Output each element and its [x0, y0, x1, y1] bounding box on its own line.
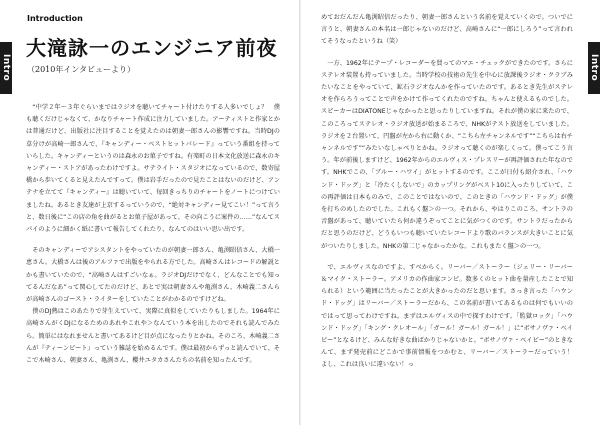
paragraph: めておだんだん亀渕昭信だったり、朝妻一郎さんという名前を覚えていくので。ついでに言うと、朝妻さんの本名は一郎じゃないのだけど、高崎さんに“一郎にしろう”って言われてそうなったというね（笑）	[321, 14, 573, 46]
chapter-tab: Intro	[0, 42, 12, 94]
left-body-text	[26, 102, 280, 418]
left-page	[0, 0, 299, 425]
page-subtitle: （2010年インタビューより）	[27, 65, 136, 74]
paragraph: 一方、1962年にテープ・レコーダーを買ってのマエ・チェックができたのです。さらにステレオ装置も持っていました。当時学校の技術の先生を中心に放課後ラジオ・クラブみたいなことをやっていて、鉱石ラジオなんかを作っていたのです。あるとき先生がステレオを作らろうってことで声をかけて作ってくれたのですね。ちゃんと使えるものでした。スピーカーはDIATONEじゃなかったと思ったりしていますね。それが僕の家に来たので、このころってステレオ・ラジオ放送が始まるころで、NHKがテスト放送をしていました。ラジオを２台置いて、円盤が左から右に動くか、“こちら左チャンネルです”“こちらは右チャンネルです”“みたいなしゃべりとかね。ラジオって聴くのが楽しくって。僕ってこう言う。年が前後しますけど、1962年からのエルヴィス・プレスリーが再評価された年なのです。NHKでこの、「ブルー・ハワイ」がヒットするのです。ここが日付も紹介され、「ハウンド・ドッグ」と「冷たくしないで」のカップリングがベスト10に入ったりしていて、この再評価は日本ものみで、このことではないので、このときの「ハウンド・ドッグ」が僕を打ちのめしたのでした。これもく盤＞の一つ。それから、やはりこのころ、サントラの音盤があって、聴いていたら何か違うぞってことに気がつくのです。サントラだったからだと思うのだけど、どうもいつも聴いていたレコードより歌のバランスが大きいことに気がついたりしました。NHKの第二じゃなかったかな。これもまたく盤＞の一つ。	[321, 59, 573, 250]
chapter-tab: Intro	[588, 42, 600, 94]
paragraph: そのキャンディーでアシスタントをやっていたのが朝妻一郎さん、亀渕昭信さん、大橋一恵さん。大橋さんは後のアルファで出版をやられる方でした。高崎さんはレコードの解説とかも書いていたので、“高崎さんはすごいなぁ。ラジオDJだけでなく、どんなことでも知ってるんだなあ”って関心してたのだけど、あとで実は朝妻さんや亀渕さん、木崎義二さんらが高崎さんのゴースト・ライターをしていたことがわかるのですけどね。	[26, 247, 280, 304]
paragraph: “中学２年〜３年ぐらいまではラジオを聴いてチャート付けたりする人多いでしょ？ 僕も聴くだけじゃなくて、かなりチャート作成に注力していました。アーティストと作家とかは普通だけど、出版社に注目することを覚えたのは朝妻一郎さんの影響ですね。当時DJの草分けが高崎一郎さんで、『キャンディー・ベストヒットパレード』っていう番組を持っていらした。キャンディーというのは森永のお菓子ですね。有楽町の日本文化放送に森永のキャンディー・ストアがあったわけですよ。サテライト・スタジオになっているので、数寄屋橋から歩いてくると見えたんですって。僕は岩手だったので見たことはないのだけど、アンテナを立てて『キャンディー』は聴いていて、毎回きっちりのチャートをノートにつけていましたね。あるとき友達が上京するっていうので、“絶対キャンディー見てこい！”って言うと、数日後に“この店の角を曲がるとお菓子屋があって、その向こうに案件の……”なんてスパイのように細かく紙に書いて報告してくれたり、なんてのはいい思い出です。	[26, 104, 280, 234]
right-page	[301, 0, 600, 425]
paragraph: で、エルヴィスなのですよ、すべからく。リーバー／ストーラー（ジェリー・リーバー＆マイク・ストーラー。アメリカの作曲家コンビ。数多くのヒット曲を量産したことで知られる）という範囲に当たったことが大きかったのだと思います。さっき言った「ハウンド・ドッグ」はリーバー／ストーラーだから、この名前が書いてあるものは何でもいいのではって思ってわけですね。まずはエルヴィスの中で探すわけです。「監獄ロック」「ハウンド・ドッグ」「キング・クレオール」「ガール！ガール！ガール！」に“ボサノヴァ・ベイビー”となるけど、みんな好きな曲ばかりじゃないかと。“ボサノヴァ・ベイビー”のときなんて、まず発売前にどこかで事前情報をつかむと、リーバー／ストーラーだっていう！ よし、これは良いに違いない！っ	[321, 263, 580, 369]
section-label: Introduction	[27, 14, 83, 23]
paragraph: 僕のDJ熱はこのあたりで芽生えていて、実際に真似をしていたりもしました。1964年に高崎さんがくDJになるためのあれやこれや＞なんていう本を出したのでそれも読んでみたら。簡単にはなれませんと書いてあるけど目が点になったりとかね。そのころ、木崎義二さんが『ティーンビート』っていう雑誌を始めるんです。僕は最初からずっと読んでいて、そこで木崎さん、朝妻さん、亀渕さん、櫻井ユタカさんたちの名前を知ったんです。	[26, 308, 280, 365]
right-body-text	[321, 12, 580, 418]
page-title: 大滝詠一のエンジニア前夜	[26, 36, 278, 60]
